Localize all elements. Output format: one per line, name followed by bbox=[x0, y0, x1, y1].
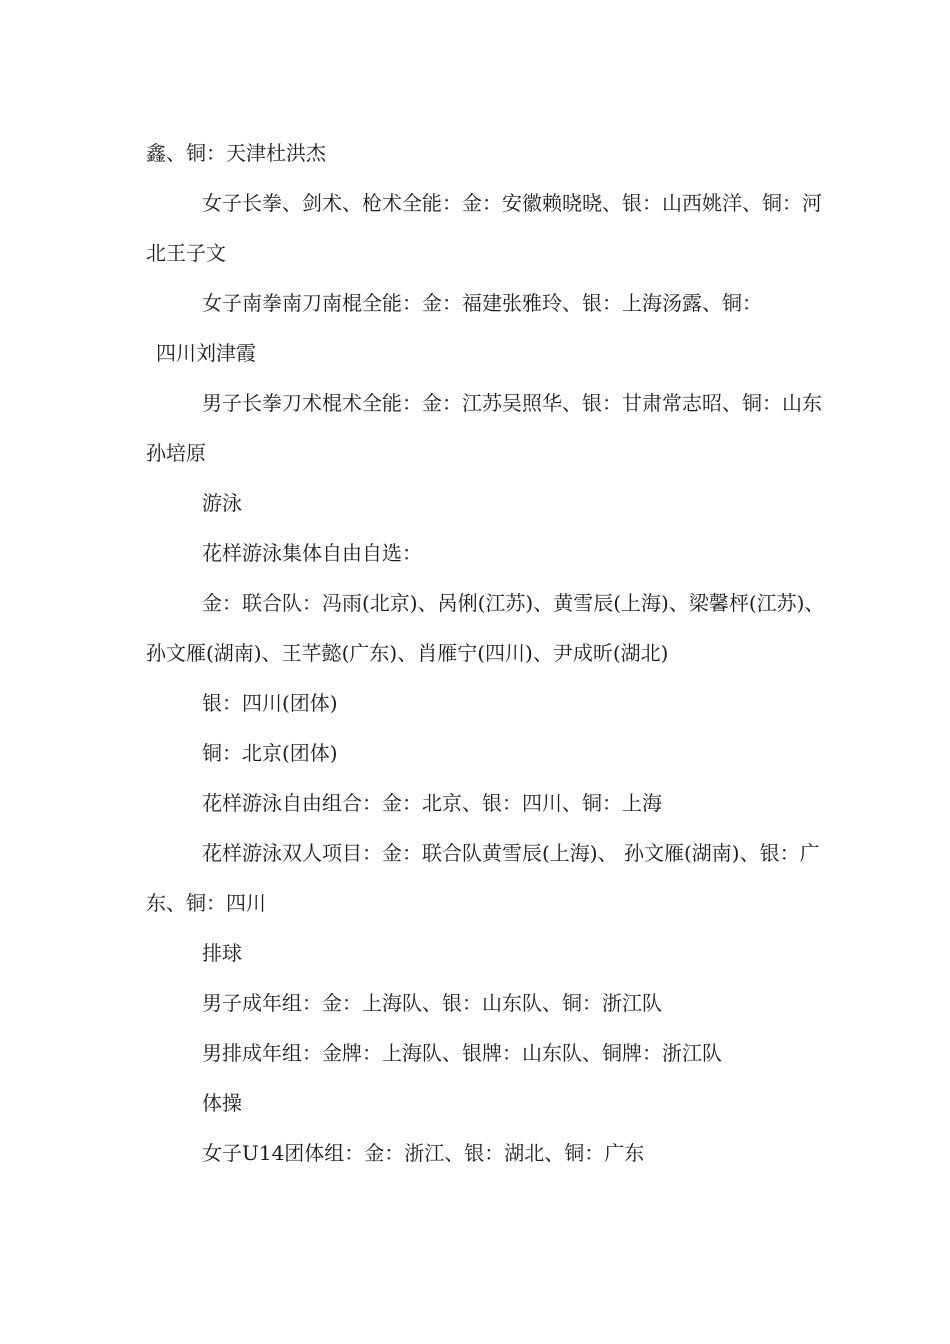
paragraph-synchro-team-free: 花样游泳集体自由自选： bbox=[202, 541, 422, 565]
paragraph-continuation: 鑫、铜：天津杜洪杰 bbox=[146, 141, 326, 165]
section-heading-gymnastics: 体操 bbox=[202, 1091, 242, 1115]
paragraph-womens-nanquan-bronze: 四川刘津霞 bbox=[156, 341, 256, 365]
paragraph-synchro-duet: 花样游泳双人项目：金：联合队黄雪辰(上海)、 孙文雁(湖南)、银：广东、铜：四川 bbox=[146, 841, 820, 915]
paragraph-mens-changquan-allround: 男子长拳刀术棍术全能：金：江苏吴照华、银：甘肃常志昭、铜：山东孙培原 bbox=[146, 391, 822, 465]
paragraph-synchro-team-gold: 金：联合队：冯雨(北京)、呙俐(江苏)、黄雪辰(上海)、梁馨枰(江苏)、孙文雁(湖南)、王芊懿(广东)、肖雁宁(四川)、尹成昕(湖北) bbox=[146, 591, 825, 665]
section-heading-swimming: 游泳 bbox=[202, 491, 242, 515]
paragraph-synchro-team-bronze: 铜：北京(团体) bbox=[202, 741, 338, 765]
paragraph-synchro-team-silver: 银：四川(团体) bbox=[202, 691, 338, 715]
paragraph-womens-nanquan-allround: 女子南拳南刀南棍全能：金：福建张雅玲、银：上海汤露、铜： bbox=[202, 291, 762, 315]
document-body bbox=[146, 128, 826, 1178]
paragraph-womens-changquan-allround: 女子长拳、剑术、枪术全能：金：安徽赖晓晓、银：山西姚洋、铜：河北王子文 bbox=[146, 191, 822, 265]
paragraph-womens-u14-team: 女子U14团体组：金：浙江、银：湖北、铜：广东 bbox=[202, 1141, 645, 1165]
section-heading-volleyball: 排球 bbox=[202, 941, 242, 965]
paragraph-synchro-free-combination: 花样游泳自由组合：金：北京、银：四川、铜：上海 bbox=[202, 791, 662, 815]
paragraph-mens-senior-volleyball: 男子成年组：金：上海队、银：山东队、铜：浙江队 bbox=[202, 991, 662, 1015]
paragraph-mens-senior-volleyball-medals: 男排成年组：金牌：上海队、银牌：山东队、铜牌：浙江队 bbox=[202, 1041, 722, 1065]
